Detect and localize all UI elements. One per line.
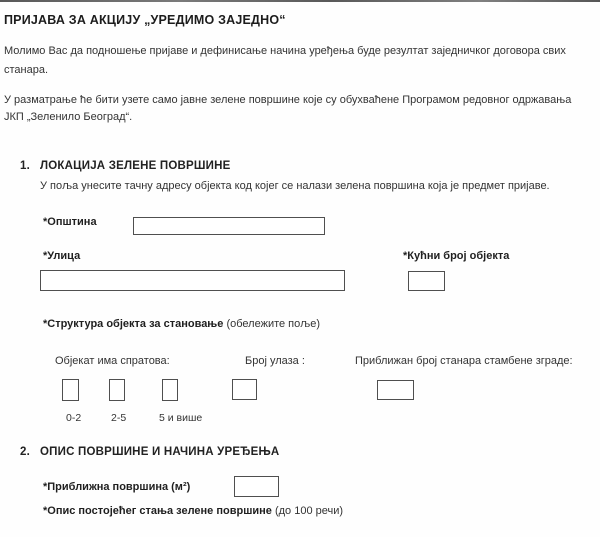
area-label: *Приближна површина (м²) <box>43 481 191 493</box>
house-number-label: *Кућни број објекта <box>403 250 510 262</box>
floors-option-label-5-plus: 5 и више <box>159 412 203 424</box>
entrances-label: Број улаза : <box>245 355 305 367</box>
floors-2-5-checkbox[interactable] <box>109 379 125 401</box>
tenants-label: Приближан број станара стамбене зграде: <box>355 355 573 367</box>
section1-number: 1. <box>20 160 30 172</box>
floors-option-label-2-5: 2-5 <box>111 412 127 424</box>
floors-5-plus-checkbox[interactable] <box>162 379 178 401</box>
form-title: ПРИЈАВА ЗА АКЦИЈУ „УРЕДИМО ЗАЈЕДНО“ <box>4 13 286 27</box>
floors-label: Објекат има спратова: <box>55 355 170 367</box>
municipality-input[interactable] <box>133 217 325 235</box>
house-number-input[interactable] <box>408 271 445 291</box>
municipality-label: *Општина <box>43 216 97 228</box>
section1-instruction: У поља унесите тачну адресу објекта код којег се налази зелена површина која је предмет пријаве. <box>40 180 550 192</box>
intro-paragraph-1: Молимо Вас да подношење пријаве и дефинисање начина уређења буде резултат заједничког договора свих станара. <box>4 45 566 76</box>
floors-option-label-0-2: 0-2 <box>66 412 82 424</box>
structure-label-bold: *Структура објекта за становање <box>43 318 224 330</box>
existing-state-label-bold: *Опис постојећег стања зелене површине <box>43 505 272 517</box>
area-input[interactable] <box>234 476 279 497</box>
page-top-edge <box>0 0 600 2</box>
existing-state-label <box>43 505 343 517</box>
street-input[interactable] <box>40 270 345 291</box>
section2-number: 2. <box>20 446 30 458</box>
entrances-input[interactable] <box>232 379 257 400</box>
section1-heading: ЛОКАЦИЈА ЗЕЛЕНЕ ПОВРШИНЕ <box>40 160 231 172</box>
intro-paragraph-2: У разматрање ће бити узете само јавне зелене површине које су обухваћене Програмом редовног одржавања ЈКП „Зеленило Београд“. <box>4 94 572 123</box>
tenants-input[interactable] <box>377 380 414 400</box>
street-label: *Улица <box>43 250 81 262</box>
existing-state-label-note: (до 100 речи) <box>274 505 344 517</box>
floors-0-2-checkbox[interactable] <box>62 379 79 401</box>
section2-heading: ОПИС ПОВРШИНЕ И НАЧИНА УРЕЂЕЊА <box>40 446 280 458</box>
structure-label <box>43 318 320 330</box>
structure-label-note: (обележите поље) <box>226 318 321 330</box>
